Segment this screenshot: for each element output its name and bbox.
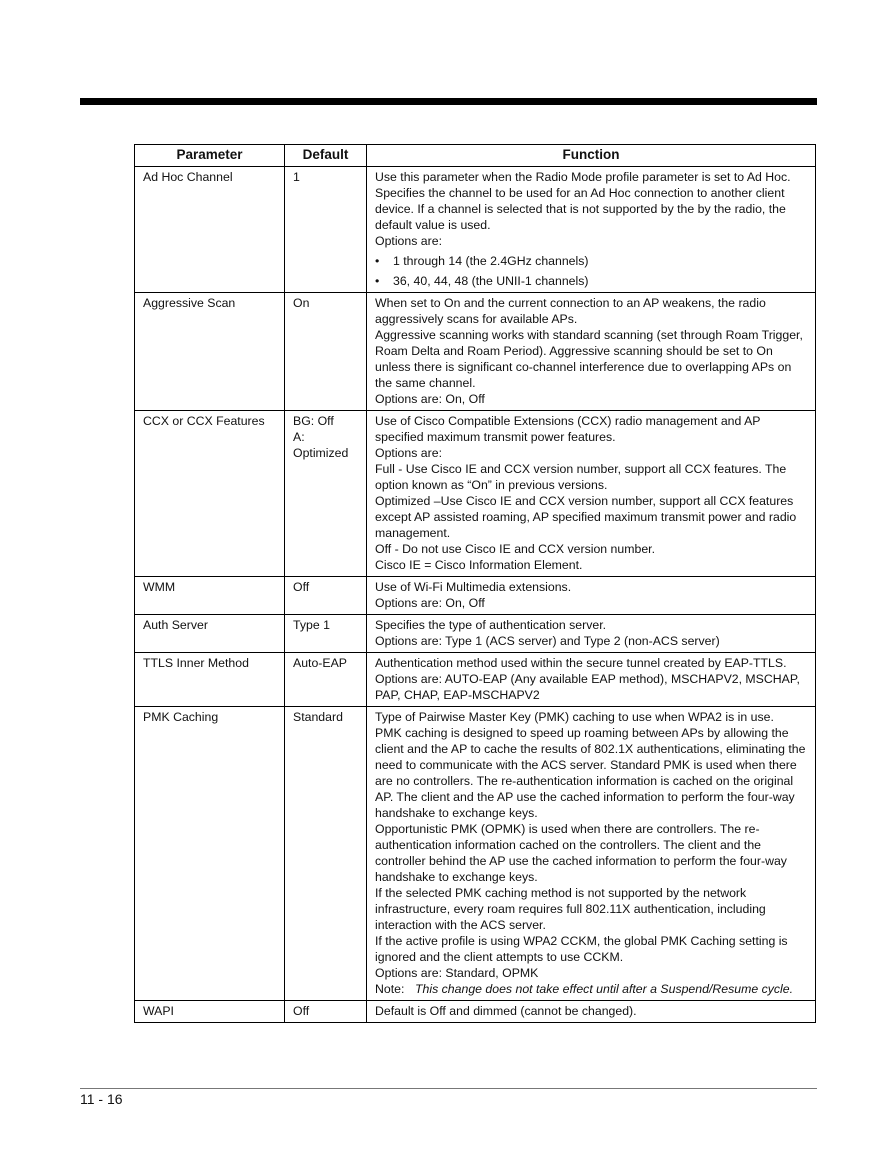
function-cell xyxy=(367,653,816,707)
function-line: Full - Use Cisco IE and CCX version number, support all CCX features. The option known as “On” in previous versions. xyxy=(375,462,787,492)
footer-rule xyxy=(80,1088,817,1089)
parameter-table xyxy=(134,144,816,1023)
function-line: Specifies the channel to be used for an Ad Hoc connection to another client device. If a channel is selected that is not supported by the by the radio, the default value is used. xyxy=(375,186,786,232)
bullet-item xyxy=(375,253,807,269)
default-cell xyxy=(285,653,367,707)
function-line: Opportunistic PMK (OPMK) is used when there are controllers. The re-authentication information cached on the controllers. The client and the controller behind the AP use the cached information to perform the four-way handshake to exchange keys. xyxy=(375,822,787,884)
parameter-cell: WMM xyxy=(135,577,285,615)
parameter-cell: PMK Caching xyxy=(135,707,285,1001)
function-cell xyxy=(367,615,816,653)
page-number: 11 - 16 xyxy=(80,1091,123,1107)
function-line: Specifies the type of authentication server. xyxy=(375,618,607,632)
bullet-icon: • xyxy=(375,254,380,268)
table-row xyxy=(135,707,816,1001)
default-value: Standard xyxy=(293,710,343,724)
function-line: Options are: xyxy=(375,446,442,460)
function-cell xyxy=(367,577,816,615)
function-cell xyxy=(367,1001,816,1023)
note-text: This change does not take effect until after a Suspend/Resume cycle. xyxy=(415,982,794,996)
header-rule xyxy=(80,98,817,105)
default-value: Type 1 xyxy=(293,618,330,632)
table-row xyxy=(135,411,816,577)
default-cell xyxy=(285,411,367,577)
parameter-cell: WAPI xyxy=(135,1001,285,1023)
default-cell xyxy=(285,615,367,653)
function-line: Options are: Type 1 (ACS server) and Type 2 (non-ACS server) xyxy=(375,634,720,648)
table-row xyxy=(135,167,816,293)
default-cell xyxy=(285,577,367,615)
table-row xyxy=(135,577,816,615)
default-cell xyxy=(285,167,367,293)
default-value: On xyxy=(293,296,310,310)
table-row xyxy=(135,653,816,707)
bullet-item xyxy=(375,273,807,289)
default-value: A: xyxy=(293,430,305,444)
bullet-icon: • xyxy=(375,274,380,288)
column-header-parameter: Parameter xyxy=(135,145,285,167)
note xyxy=(375,981,807,997)
default-cell xyxy=(285,707,367,1001)
column-header-default: Default xyxy=(285,145,367,167)
function-line: If the active profile is using WPA2 CCKM, the global PMK Caching setting is ignored and the client attempts to use CCKM. xyxy=(375,934,788,964)
function-line: Use of Wi-Fi Multimedia extensions. xyxy=(375,580,572,594)
function-line: Cisco IE = Cisco Information Element. xyxy=(375,558,583,572)
table-row xyxy=(135,1001,816,1023)
parameter-cell: CCX or CCX Features xyxy=(135,411,285,577)
column-header-function: Function xyxy=(367,145,816,167)
function-line: Authentication method used within the secure tunnel created by EAP-TTLS. xyxy=(375,656,787,670)
default-cell xyxy=(285,1001,367,1023)
function-line: Optimized –Use Cisco IE and CCX version number, support all CCX features except AP assisted roaming, AP specified maximum transmit power and radio management. xyxy=(375,494,797,540)
parameter-cell: TTLS Inner Method xyxy=(135,653,285,707)
table-row xyxy=(135,615,816,653)
function-line: If the selected PMK caching method is not supported by the network infrastructure, every roam requires full 802.11X authentication, including interaction with the ACS server. xyxy=(375,886,766,932)
table-header-row xyxy=(135,145,816,167)
parameter-cell: Aggressive Scan xyxy=(135,293,285,411)
function-cell xyxy=(367,167,816,293)
function-line: Options are: xyxy=(375,234,442,248)
function-line: PMK caching is designed to speed up roaming between APs by allowing the client and the AP to cache the results of 802.1X authentications, eliminating the need to communicate with the ACS server. Standard PMK is used when there are no controllers. The re-authentication information is cached on the original AP. The client and the AP use the cached information to perform the four-way handshake to exchange keys. xyxy=(375,726,806,820)
function-line: Type of Pairwise Master Key (PMK) caching to use when WPA2 is in use. xyxy=(375,710,774,724)
bullet-text: 36, 40, 44, 48 (the UNII-1 channels) xyxy=(393,274,589,288)
table-row xyxy=(135,293,816,411)
default-value: Optimized xyxy=(293,446,349,460)
default-value: Off xyxy=(293,580,310,594)
function-line: Use of Cisco Compatible Extensions (CCX) radio management and AP specified maximum transmit power features. xyxy=(375,414,761,444)
function-line: Options are: On, Off xyxy=(375,596,485,610)
default-value: Auto-EAP xyxy=(293,656,347,670)
function-line: Default is Off and dimmed (cannot be changed). xyxy=(375,1004,637,1018)
function-line: Use this parameter when the Radio Mode profile parameter is set to Ad Hoc. xyxy=(375,170,791,184)
default-value: BG: Off xyxy=(293,414,334,428)
function-line: Options are: Standard, OPMK xyxy=(375,966,539,980)
function-cell xyxy=(367,411,816,577)
default-cell xyxy=(285,293,367,411)
function-line: Aggressive scanning works with standard scanning (set through Roam Trigger, Roam Delta and Roam Period). Aggressive scanning should be set to On unless there is significant co-channel interference due to overlapping APs on the same channel. xyxy=(375,328,803,390)
function-line: Options are: AUTO-EAP (Any available EAP method), MSCHAPV2, MSCHAP, PAP, CHAP, EAP-MSCHAPV2 xyxy=(375,672,800,702)
bullet-text: 1 through 14 (the 2.4GHz channels) xyxy=(393,254,589,268)
default-value: 1 xyxy=(293,170,300,184)
default-value: Off xyxy=(293,1004,310,1018)
function-cell xyxy=(367,293,816,411)
function-cell xyxy=(367,707,816,1001)
note-label: Note: xyxy=(375,982,405,996)
parameter-cell: Auth Server xyxy=(135,615,285,653)
parameter-cell: Ad Hoc Channel xyxy=(135,167,285,293)
function-line: When set to On and the current connection to an AP weakens, the radio aggressively scans for available APs. xyxy=(375,296,766,326)
function-line: Off - Do not use Cisco IE and CCX version number. xyxy=(375,542,655,556)
function-line: Options are: On, Off xyxy=(375,392,485,406)
